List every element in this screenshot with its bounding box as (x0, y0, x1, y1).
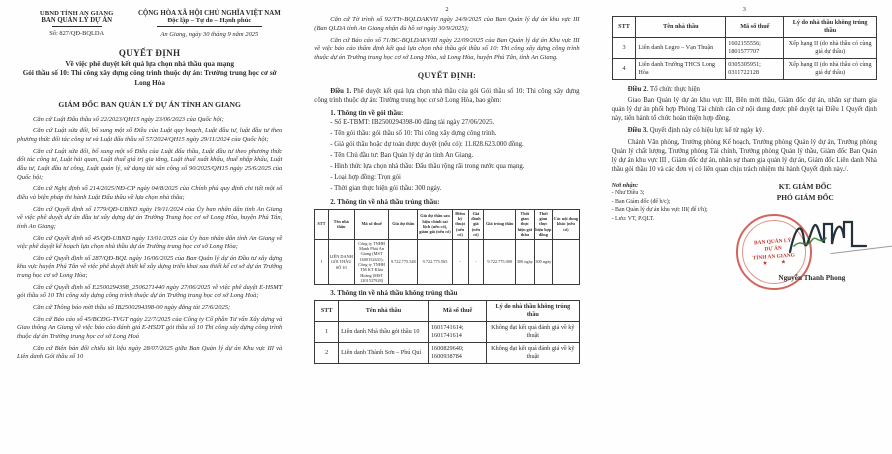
page3-footer (612, 182, 877, 310)
cell-contract-duration: 300 ngày (534, 239, 553, 285)
decision-subtitle (22, 60, 277, 89)
cell-bidder-name: Liên danh Trường THCS Long Hòa (636, 59, 726, 80)
package-info-item: - Hình thức lựa chọn nhà thầu: Đấu thầu rộng rãi trong nước qua mạng. (330, 163, 525, 171)
page-number: 2 (445, 6, 449, 13)
cell-package-duration: 300 ngày (516, 239, 535, 285)
recital: Căn cứ Báo cáo số 45/BCĐG-TVGT ngày 22/7/2025 của Công ty Cổ phần Tư vấn Xây dựng và Giao thông An Giang về việc báo cáo đánh giá E-HSDT gói thầu số 10 Thi công xây dựng công trình thuộc dự án Trường trung học cơ sở Long Hoá (17, 315, 283, 341)
dateline: An Giang, ngày 30 tháng 9 năm 2025 (160, 30, 259, 38)
package-info-item: - Giá gói thầu hoặc dự toán được duyệt (nếu có): 11.828.623.000 đồng. (330, 141, 524, 149)
recital: Căn cứ Thông báo mời thầu số IB2500294398-00 ngày đăng tải 27/6/2025; (33, 304, 231, 312)
table-row (612, 38, 876, 59)
section-2-title: 2. Thông tin về nhà thầu trúng thầu: (330, 197, 440, 206)
recital: Căn cứ Quyết định số 287/QĐ-BQL ngày 16/06/2025 của Ban Quản lý dự án Đầu tư xây dựng khu vực huyện Phú Tân về việc phê duyệt thiết kế xây dựng triển khai sau thiết kế cơ sở dự án Trường trung học cơ sở Long Hòa; (17, 254, 283, 280)
page-3 (595, 0, 892, 454)
package-info-item: - Tên gói thầu: gói thầu số 10: Thi công xây dựng công trình. (330, 130, 497, 138)
recipients-label: Nơi nhận: (611, 182, 639, 190)
col-header: STT (315, 300, 339, 321)
col-header: STT (612, 17, 636, 38)
org-line2: BAN QUẢN LÝ DỰ ÁN (41, 17, 113, 24)
stamp-line3: TỈNH AN GIANG (752, 251, 796, 261)
recipient-item: - Ban Giám đốc (để b/c); (611, 198, 671, 205)
recital: Căn cứ Nghị định số 214/2025/NĐ-CP ngày 04/8/2025 của Chính phủ quy định chi tiết một số điều và biện pháp thi hành Luật Đấu thầu về lựa chọn nhà thầu; (17, 185, 283, 201)
subtitle-line1: Về việc phê duyệt kết quả lựa chọn nhà thầu qua mạng (65, 59, 234, 68)
cell-tax-code: 1600829640; 1600938784 (428, 343, 486, 364)
decision-title: QUYẾT ĐỊNH (118, 47, 181, 58)
cell-reason: Không đạt kết quả đánh giá về kỹ thuật (487, 343, 580, 364)
signature-icon (786, 212, 872, 264)
stamp-line2: DỰ ÁN (764, 245, 783, 253)
col-header: Giá dự thầu sau hiệu chỉnh sai lệch (nếu có), giảm giá (nếu có) (418, 209, 452, 239)
page-2 (297, 0, 594, 454)
article-2-title: . Tổ chức thực hiện (646, 86, 701, 94)
cell-reason: Xếp hạng II (do nhà thầu có cùng giá dự thầu) (784, 38, 877, 59)
cell-tax-code: 1601741614; 1601741614 (428, 322, 486, 343)
implementation-paragraph: Chánh Văn phòng, Trưởng phòng Kế hoạch, Trưởng phòng Quản lý dự án, Trưởng phòng Quản lý chất lượng, Trưởng phòng Tài chính, Trưởng phòng Quản lý thầu, Giám đốc Ban Quản lý dự án khu vực III , Giám đốc dự án, nhân sự tham gia quản lý dự án, Giám đốc Liên danh Nhà thầu gói thầu 10 và các đơn vị có liên quan chịu trách nhiệm thi hành Quyết định này./. (611, 138, 877, 174)
decision-heading: QUYẾT ĐỊNH: (417, 71, 477, 81)
signer-name: Nguyễn Thanh Phong (778, 274, 846, 283)
national-line1: CỘNG HÒA XÃ HỘI CHỦ NGHĨA VIỆT NAM (137, 10, 281, 17)
recipient-item: - Lưu: VT, P.QLT. (611, 215, 655, 222)
col-header: Tên nhà thầu (339, 300, 429, 321)
recital: Căn cứ Luật Đấu thầu số 22/2023/QH15 ngày 23/06/2023 của Quốc hội; (33, 115, 224, 123)
cell-reason: Xếp hạng II (do nhà thầu có cùng giá dự thầu) (784, 59, 877, 80)
section-3-title: 3. Thông tin về nhà thầu không trúng thầu (330, 288, 458, 297)
col-header: Thời gian thực hiện gói thầu (516, 209, 535, 239)
cell-stt: 4 (612, 59, 636, 80)
cell-corrected-price: 9.722.775.565 (418, 239, 452, 285)
cell-stt: 1 (315, 322, 339, 343)
col-header: STT (315, 209, 328, 239)
table-header-row (612, 17, 876, 38)
page-1 (0, 0, 297, 454)
cell-bidder-name: Liên danh Legro – Vạn Thuận (636, 38, 726, 59)
table-row (315, 322, 579, 343)
signer-title-2: PHÓ GIÁM ĐỐC (776, 192, 834, 202)
table-header-row (315, 209, 579, 239)
package-info-item: - Tên Chủ đầu tư: Ban Quản lý dự án tỉnh An Giang. (330, 152, 474, 160)
article-2-heading (612, 86, 877, 93)
cell-eval-price: - (468, 239, 484, 285)
cell-reason: Không đạt kết quả đánh giá về kỹ thuật (487, 322, 580, 343)
motto-underline (157, 26, 262, 27)
recital: Căn cứ Quyết định số 45/QĐ-UBND ngày 13/01/2025 của Ủy ban nhân dân tỉnh An Giang về việc phê duyệt kế hoạch lựa chọn nhà thầu dự án Trường trung học cơ sở Long Hòa; (17, 234, 283, 251)
article-3 (612, 126, 877, 135)
recital: Căn cứ Luật sửa đổi, bổ sung một số Điều của Luật đấu thầu, Luật đầu tư theo phương thức đối tác công tư, Luật hải quan, Luật thuế giá trị gia tăng, Luật thuế xuất khẩu, thuế nhập khẩu, Luật đầu tư, Luật đầu tư công, Luật quản lý, sử dụng tài sản công số 90/2025/QH15 ngày 25/6/2025 của Quốc hội; (17, 147, 283, 181)
col-header: Mã số thuế (354, 209, 388, 239)
recipients-block (612, 182, 734, 310)
cell-other (553, 239, 580, 285)
recital: Căn cứ Quyết định số E2500294398_2506271440 ngày 27/06/2025 về việc phê duyệt E-HSMT gói thầu số 10 Thi công xây dựng công trình thuộc dự án Trường trung học cơ sở Long Hoà; (17, 283, 283, 300)
table-row (612, 59, 876, 80)
col-header: Lý do nhà thầu không trúng thầu (487, 300, 580, 321)
org-line1: UBND TỈNH AN GIANG (39, 10, 114, 17)
recital: Căn cứ Báo cáo số 71/BC-BQLDAKVIII ngày 22/09/2025 của Ban Quản lý dự án Khu vực III về việc báo cáo thẩm định kết quả lựa chọn nhà thầu gói thầu số 10: Thi công xây dựng công trình thuộc dự án Trường trung học cơ sở Long Hòa, xã Long Hòa, huyện Phú Tân, tỉnh An Giang. (314, 36, 580, 61)
col-header: Giá trúng thầu (484, 209, 516, 239)
cell-tech-score: - (452, 239, 468, 285)
table-row (315, 239, 579, 285)
article-2-label: Điều 2 (627, 86, 647, 94)
table-header-row (315, 300, 579, 321)
unsuccessful-bidders-table (314, 300, 579, 364)
recital: Căn cứ Biên bản đối chiếu tài liệu ngày 28/07/2025 giữa Ban Quản lý dự án Khu vực III và Liên danh Gói thầu số 10 (17, 344, 283, 361)
article-3-text: Quyết định này có hiệu lực kể từ ngày ký. (648, 126, 764, 134)
cell-bidder-name: LIÊN DANH GÓI THẦU SỐ 10 (328, 239, 354, 285)
cell-bidder-name: Liên danh Nhà thầu gói thầu 10 (339, 322, 429, 343)
col-header: Mã số thuế (726, 17, 784, 38)
col-header: Lý do nhà thầu không trúng thầu (784, 17, 877, 38)
col-header: Mã số thuế (428, 300, 486, 321)
recital: Căn cứ Luật sửa đổi, bổ sung một số Điều của Luật quy hoạch, Luật đầu tư, luật đầu tư theo phương thức đối tác công tư và Luật đấu thầu số 57/2024/QH15 ngày 29/11/2024 của Quốc hội; (17, 127, 283, 143)
article-1-text: Phê duyệt kết quả lựa chọn nhà thầu của gói Gói thầu số 10: Thi công xây dựng công trình thuộc dự án: Trường trung học cơ sở Long Hòa, bao gồm: (314, 88, 580, 105)
cell-tax-code: 1602155556; 1801577707 (726, 38, 784, 59)
document-number: Số: 827/QĐ-BQLDA (49, 29, 105, 37)
col-header: Tên nhà thầu (328, 209, 354, 239)
recipient-item: - Như Điều 3; (611, 190, 645, 197)
page-number: 3 (742, 6, 746, 13)
section-1-title: 1. Thông tin về gói thầu: (330, 109, 404, 118)
col-header: Tên nhà thầu (636, 17, 726, 38)
cell-bidder-name: Liên danh Thành Sơn – Phú Quí (339, 343, 429, 364)
cell-stt: 1 (315, 239, 328, 285)
stamp-stars: ★★ (762, 258, 800, 267)
cell-tax-code: Công ty TNHH Mạnh Phát An Giang (MST 1600152631); Công ty TNHH TM KT Khải Hoàng (MST 1201537928) (354, 239, 388, 285)
stamp-line1: BAN QUẢN LÝ (754, 237, 792, 247)
col-header: Các nội dung khác (nếu có) (553, 209, 580, 239)
cell-tax-code: 0305305951; 0311722128 (726, 59, 784, 80)
national-motto-block (136, 10, 282, 38)
package-info-item: - Số E-TBMT: IB2500294398-00 đăng tải ngày 27/06/2025. (330, 119, 495, 127)
article-1-label: Điều 1. (330, 88, 352, 96)
unsuccessful-bidders-table-continued (612, 16, 877, 80)
national-line2: Độc lập – Tự do – Hạnh phúc (167, 17, 252, 24)
cell-stt: 3 (612, 38, 636, 59)
package-info-item: - Thời gian thực hiện gói thầu: 300 ngày. (330, 185, 442, 193)
article-3-label: Điều 3. (627, 126, 648, 134)
org-underline (52, 26, 102, 27)
recipient-item: - Ban Quản lý dự án khu vực III( để t/h); (611, 207, 708, 214)
table-row (315, 343, 579, 364)
package-info-item: - Loại hợp đồng: Trọn gói (330, 174, 401, 182)
cell-bid-price: 9.722.775.548 (389, 239, 418, 285)
winning-bidder-table (314, 209, 579, 286)
col-header: Giá đánh giá (nếu có) (468, 209, 484, 239)
recital: Căn cứ Quyết định số 1779/QĐ-UBND ngày 19/11/2024 của Ủy ban nhân dân tỉnh An Giang về việc phê duyệt dự án đầu tư xây dựng dự án Trường Trung học cơ sở Long Hòa, huyện Phú Tân, tỉnh An Giang; (17, 205, 283, 230)
authority-line: GIÁM ĐỐC BAN QUẢN LÝ DỰ ÁN TỈNH AN GIANG (58, 99, 241, 109)
cell-stt: 2 (315, 343, 339, 364)
page1-header (17, 10, 282, 38)
signer-title-1: KT. GIÁM ĐỐC (778, 182, 832, 192)
article-1 (314, 87, 579, 105)
subtitle-line2: Gói thầu số 10: Thi công xây dựng công trình thuộc dự án: Trường trung học cơ sở Long Hòa (22, 69, 277, 87)
article-2-body: Giao Ban Quản lý dự án khu vực III, Bên mời thầu, Giám đốc dự án, nhân sự tham gia quản lý dự án phối hợp Phòng Tài chính căn cứ nội dung được phê duyệt tại Điều 1 Quyết định này, tiến hành tổ chức hoàn thiện hợp đồng. (611, 96, 877, 123)
col-header: Giá dự thầu (389, 209, 418, 239)
cell-award-price: 9.722.775.000 (484, 239, 516, 285)
signature-block (734, 182, 877, 310)
col-header: Thời gian thực hiện hợp đồng (535, 210, 552, 238)
issuing-org-block (17, 10, 136, 38)
col-header: Điểm kỹ thuật (nếu có) (452, 209, 468, 239)
recital: Căn cứ Tờ trình số 92/TTr-BQLDAKVII ngày 24/9/2025 của Ban Quản lý dự án khu vực III (Ban QLDA tỉnh An Giang nhận đủ hồ sơ ngày 30/9/2025); (314, 16, 580, 32)
